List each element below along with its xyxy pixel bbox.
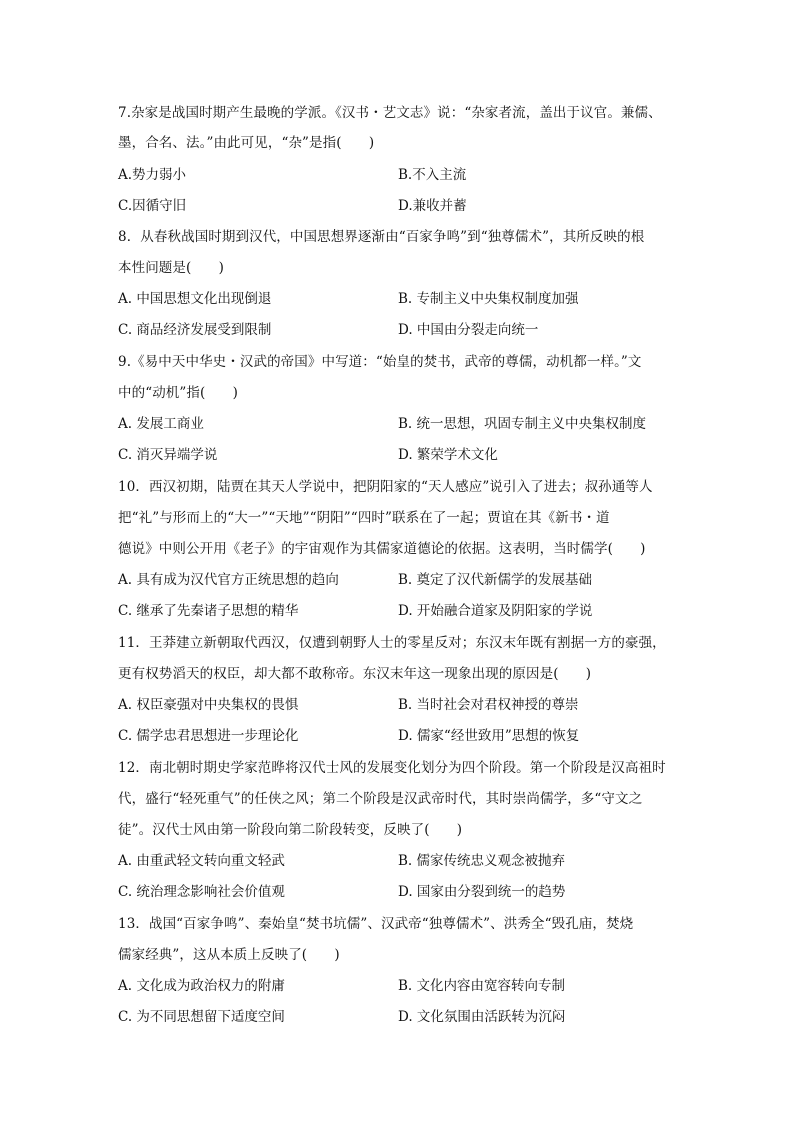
q10-stem-line-1: 10．西汉初期，陆贾在其天人学说中，把阴阳家的“天人感应”说引入了进去；叔孙通等人	[118, 479, 653, 495]
q13-stem-line-2: 儒家经典”，这从本质上反映了( )	[118, 947, 340, 963]
q13-stem-line-1: 13．战国“百家争鸣”、秦始皇“焚书坑儒”、汉武帝“独尊儒术”、洪秀全“毁孔庙，焚烧	[118, 916, 634, 932]
q12-stem-line-2: 代，盛行“轻死重气”的任侠之风；第二个阶段是汉武帝时代，其时崇尚儒学，多“守文之	[118, 791, 643, 807]
q10-option-a[interactable]: A. 具有成为汉代官方正统思想的趋向	[118, 572, 339, 588]
q9-option-d[interactable]: D. 繁荣学术文化	[398, 447, 498, 463]
q8-option-b[interactable]: B. 专制主义中央集权制度加强	[398, 291, 579, 307]
q12-stem-line-3: 徒”。汉代士风由第一阶段向第二阶段转变，反映了( )	[118, 822, 463, 838]
q9-option-a[interactable]: A. 发展工商业	[118, 416, 204, 432]
q7-option-d[interactable]: D.兼收并蓄	[398, 198, 467, 214]
q9-option-c[interactable]: C. 消灭异端学说	[118, 447, 218, 463]
q12-stem-line-1: 12．南北朝时期史学家范晔将汉代士风的发展变化划分为四个阶段。第一个阶段是汉高祖时	[118, 760, 666, 776]
q10-option-c[interactable]: C. 继承了先秦诸子思想的精华	[118, 603, 299, 619]
q11-stem-line-2: 更有权势滔天的权臣，却大都不敢称帝。东汉末年这一现象出现的原因是( )	[118, 666, 592, 682]
q7-option-a[interactable]: A.势力弱小	[118, 167, 187, 183]
q8-stem-line-2: 本性问题是( )	[118, 260, 224, 276]
q13-option-d[interactable]: D. 文化氛围由活跃转为沉闷	[398, 1009, 566, 1025]
q11-option-a[interactable]: A. 权臣豪强对中央集权的畏惧	[118, 697, 299, 713]
q8-option-d[interactable]: D. 中国由分裂走向统一	[398, 322, 539, 338]
q11-option-b[interactable]: B. 当时社会对君权神授的尊崇	[398, 697, 579, 713]
q12-option-b[interactable]: B. 儒家传统忠义观念被抛弃	[398, 853, 566, 869]
q10-stem-line-3: 德说》中则公开用《老子》的宇宙观作为其儒家道德论的依据。这表明，当时儒学( )	[118, 541, 646, 557]
q11-option-c[interactable]: C. 儒学忠君思想进一步理论化	[118, 728, 299, 744]
q9-stem-line-2: 中的“动机”指( )	[118, 385, 238, 401]
q7-stem-line-1: 7.杂家是战国时期产生最晚的学派。《汉书・艺文志》说：“杂家者流，盖出于议官。兼儒、	[118, 105, 662, 121]
q13-option-c[interactable]: C. 为不同思想留下适度空间	[118, 1009, 285, 1025]
q12-option-c[interactable]: C. 统治理念影响社会价值观	[118, 884, 285, 900]
q7-option-c[interactable]: C.因循守旧	[118, 198, 187, 214]
q11-option-d[interactable]: D. 儒家“经世致用”思想的恢复	[398, 728, 580, 744]
q13-option-a[interactable]: A. 文化成为政治权力的附庸	[118, 978, 285, 994]
q10-option-d[interactable]: D. 开始融合道家及阴阳家的学说	[398, 603, 593, 619]
q10-stem-line-2: 把“礼”与形而上的“大一”“天地”“阴阳”“四时”联系在了一起；贾谊在其《新书・道	[118, 510, 610, 526]
q12-option-d[interactable]: D. 国家由分裂到统一的趋势	[398, 884, 566, 900]
q9-stem-line-1: 9.《易中天中华史・汉武的帝国》中写道：“始皇的焚书，武帝的尊儒，动机都一样。”文	[118, 354, 642, 370]
q8-stem-line-1: 8．从春秋战国时期到汉代，中国思想界逐渐由“百家争鸣”到“独尊儒术”，其所反映的根	[118, 229, 645, 245]
q10-option-b[interactable]: B. 奠定了汉代新儒学的发展基础	[398, 572, 593, 588]
q11-stem-line-1: 11．王莽建立新朝取代西汉，仅遭到朝野人士的零星反对；东汉末年既有割据一方的豪强，	[118, 635, 666, 651]
q8-option-c[interactable]: C. 商品经济发展受到限制	[118, 322, 272, 338]
q13-option-b[interactable]: B. 文化内容由宽容转向专制	[398, 978, 566, 994]
q9-option-b[interactable]: B. 统一思想，巩固专制主义中央集权制度	[398, 416, 647, 432]
q12-option-a[interactable]: A. 由重武轻文转向重文轻武	[118, 853, 285, 869]
q7-option-b[interactable]: B.不入主流	[398, 167, 467, 183]
q7-stem-line-2: 墨，合名、法。”由此可见，“杂”是指( )	[118, 135, 375, 151]
q8-option-a[interactable]: A. 中国思想文化出现倒退	[118, 291, 272, 307]
